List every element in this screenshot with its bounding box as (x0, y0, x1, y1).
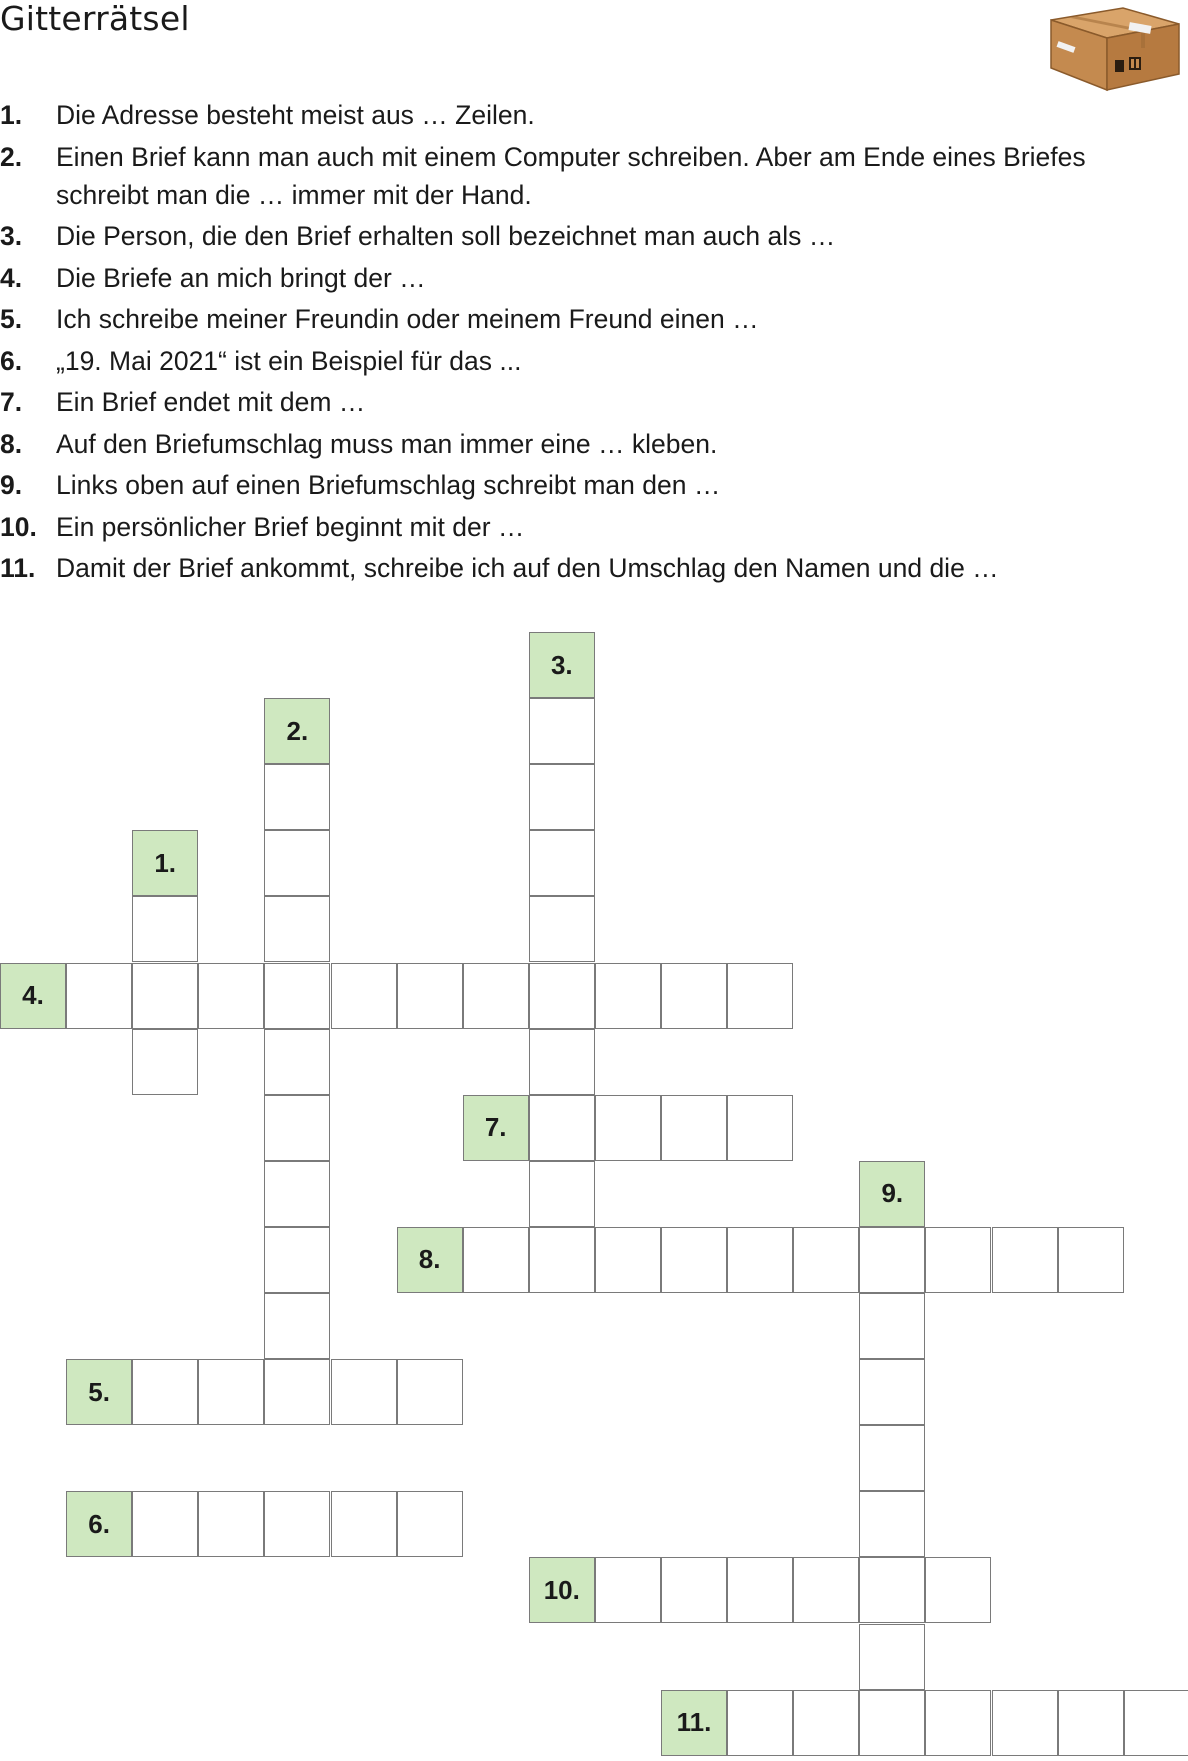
clue-text: Damit der Brief ankommt, schreibe ich auf den Umschlag den Namen und die … (56, 553, 999, 583)
clue-text: Auf den Briefumschlag muss man immer eine … kleben. (56, 428, 718, 459)
clue-text: „19. Mai 2021“ ist ein Beispiel für das ... (56, 345, 522, 376)
clue-text: Die Adresse besteht meist aus … Zeilen. (56, 100, 535, 130)
clue-number-cell: 10. (529, 1557, 595, 1623)
letter-cell[interactable] (463, 963, 529, 1029)
clue-number-cell: 11. (661, 1690, 727, 1756)
clue-number: 3. (0, 221, 23, 251)
letter-cell[interactable] (727, 1095, 793, 1161)
letter-cell[interactable] (859, 1227, 925, 1293)
letter-cell[interactable] (859, 1425, 925, 1491)
letter-cell[interactable] (132, 896, 198, 962)
clue-number: 8. (0, 428, 23, 459)
clue-number-cell: 9. (859, 1161, 925, 1227)
clue-text: Ich schreibe meiner Freundin oder meinem Freund einen … (56, 304, 759, 334)
letter-cell[interactable] (132, 963, 198, 1029)
letter-cell[interactable] (727, 1557, 793, 1623)
letter-cell[interactable] (595, 1227, 661, 1293)
letter-cell[interactable] (397, 1359, 463, 1425)
clue-number-cell: 5. (66, 1359, 132, 1425)
letter-cell[interactable] (992, 1227, 1058, 1293)
clue-number: 5. (0, 304, 23, 334)
letter-cell[interactable] (198, 1359, 264, 1425)
clue-number: 4. (0, 262, 23, 293)
letter-cell[interactable] (793, 1227, 859, 1293)
letter-cell[interactable] (463, 1227, 529, 1293)
letter-cell[interactable] (595, 963, 661, 1029)
letter-cell[interactable] (661, 963, 727, 1029)
clue-text: Einen Brief kann man auch mit einem Computer schreiben. Aber am Ende eines Briefes schreibt man die … immer mit der Hand. (56, 141, 1086, 210)
clue-text: Die Briefe an mich bringt der … (56, 262, 426, 293)
clue-number-cell: 8. (397, 1227, 463, 1293)
letter-cell[interactable] (264, 1227, 330, 1293)
letter-cell[interactable] (529, 830, 595, 896)
clue-text: Ein Brief endet mit dem … (56, 387, 366, 417)
letter-cell[interactable] (198, 1491, 264, 1557)
letter-cell[interactable] (859, 1690, 925, 1756)
clue-number: 1. (0, 100, 23, 130)
letter-cell[interactable] (132, 1359, 198, 1425)
clue-number-cell: 7. (463, 1095, 529, 1161)
letter-cell[interactable] (264, 1491, 330, 1557)
letter-cell[interactable] (859, 1491, 925, 1557)
letter-cell[interactable] (198, 963, 264, 1029)
letter-cell[interactable] (331, 1491, 397, 1557)
letter-cell[interactable] (264, 963, 330, 1029)
clue-number: 11. (0, 553, 36, 583)
letter-cell[interactable] (859, 1359, 925, 1425)
letter-cell[interactable] (529, 764, 595, 830)
page-title: Gitterrätsel (0, 0, 190, 38)
clue-number-cell: 3. (529, 632, 595, 698)
letter-cell[interactable] (727, 1227, 793, 1293)
letter-cell[interactable] (595, 1557, 661, 1623)
letter-cell[interactable] (727, 1690, 793, 1756)
letter-cell[interactable] (992, 1690, 1058, 1756)
letter-cell[interactable] (1124, 1690, 1188, 1756)
letter-cell[interactable] (793, 1557, 859, 1623)
letter-cell[interactable] (264, 1293, 330, 1359)
letter-cell[interactable] (1058, 1690, 1124, 1756)
letter-cell[interactable] (264, 1359, 330, 1425)
letter-cell[interactable] (595, 1095, 661, 1161)
clue-text: Die Person, die den Brief erhalten soll bezeichnet man auch als … (56, 221, 836, 251)
letter-cell[interactable] (925, 1557, 991, 1623)
letter-cell[interactable] (529, 698, 595, 764)
letter-cell[interactable] (661, 1227, 727, 1293)
clue-number-cell: 2. (264, 698, 330, 764)
letter-cell[interactable] (529, 1161, 595, 1227)
letter-cell[interactable] (859, 1293, 925, 1359)
letter-cell[interactable] (132, 1491, 198, 1557)
letter-cell[interactable] (925, 1227, 991, 1293)
clue-number: 9. (0, 470, 23, 500)
clue-number: 6. (0, 345, 23, 376)
letter-cell[interactable] (793, 1690, 859, 1756)
letter-cell[interactable] (925, 1690, 991, 1756)
letter-cell[interactable] (859, 1624, 925, 1690)
clue-number: 2. (0, 141, 23, 172)
letter-cell[interactable] (661, 1095, 727, 1161)
letter-cell[interactable] (331, 1359, 397, 1425)
clue-text: Links oben auf einen Briefumschlag schreibt man den … (56, 470, 721, 500)
letter-cell[interactable] (264, 896, 330, 962)
letter-cell[interactable] (529, 1029, 595, 1095)
clue-number-cell: 1. (132, 830, 198, 896)
clue-number: 10. (0, 511, 37, 542)
letter-cell[interactable] (264, 764, 330, 830)
letter-cell[interactable] (66, 963, 132, 1029)
letter-cell[interactable] (264, 1095, 330, 1161)
letter-cell[interactable] (264, 1161, 330, 1227)
clue-text: Ein persönlicher Brief beginnt mit der … (56, 511, 525, 542)
letter-cell[interactable] (727, 963, 793, 1029)
letter-cell[interactable] (859, 1557, 925, 1623)
letter-cell[interactable] (264, 1029, 330, 1095)
letter-cell[interactable] (529, 963, 595, 1029)
letter-cell[interactable] (529, 1227, 595, 1293)
letter-cell[interactable] (529, 1095, 595, 1161)
letter-cell[interactable] (1058, 1227, 1124, 1293)
letter-cell[interactable] (397, 1491, 463, 1557)
clue-number: 7. (0, 387, 23, 417)
letter-cell[interactable] (331, 963, 397, 1029)
letter-cell[interactable] (264, 830, 330, 896)
clue-number-cell: 6. (66, 1491, 132, 1557)
letter-cell[interactable] (397, 963, 463, 1029)
letter-cell[interactable] (661, 1557, 727, 1623)
letter-cell[interactable] (132, 1029, 198, 1095)
clue-number-cell: 4. (0, 963, 66, 1029)
letter-cell[interactable] (529, 896, 595, 962)
